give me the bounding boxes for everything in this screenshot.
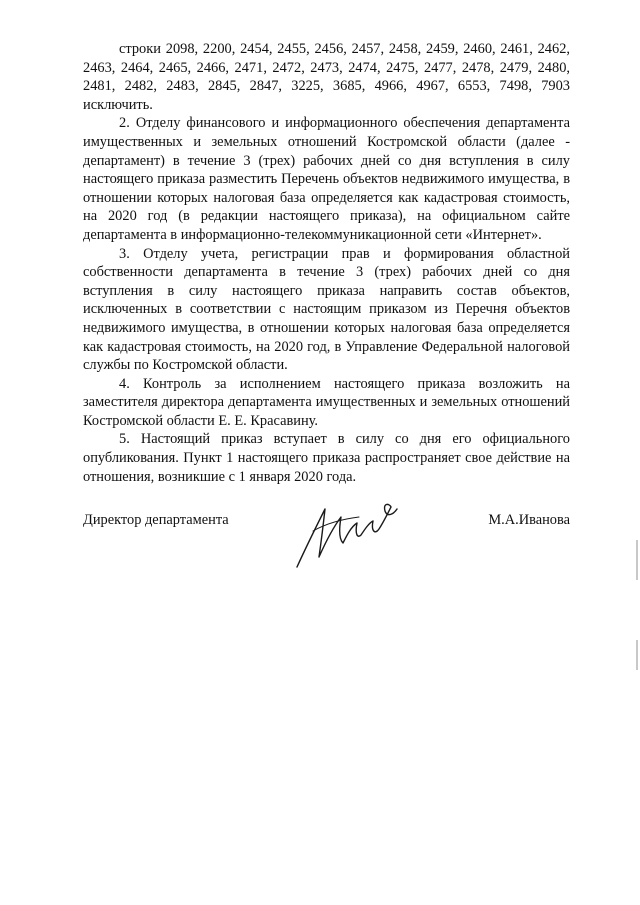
signer-name: М.А.Иванова [488, 512, 570, 528]
signer-title: Директор департамента [83, 512, 229, 528]
signature-block [83, 505, 570, 585]
scan-edge-mark [636, 640, 638, 670]
paragraph-item-5: 5. Настоящий приказ вступает в силу со дня его официального опубликования. Пункт 1 настоящего приказа распространяет свое действие на отношения, возникшие с 1 января 2020 года. [83, 431, 570, 485]
paragraph-item-3: 3. Отделу учета, регистрации прав и формирования областной собственности департамента в течение 3 (трех) рабочих дней со дня вступления в силу настоящего приказа направить состав объектов, исключенных в соответствии с настоящим приказом из Перечня объектов недвижимого имущества, в отношении которых налоговая база определяется как кадастровая стоимость, на 2020 год, в Управление Федеральной налоговой службы по Костромской области. [83, 245, 570, 374]
document-body [83, 40, 570, 486]
paragraph-item-2: 2. Отделу финансового и информационного обеспечения департамента имущественных и земельных отношений Костромской области (далее - департамент) в течение 3 (трех) рабочих дней со дня вступления в силу настоящего приказа разместить Перечень объектов недвижимого имущества, в отношении которых налоговая база определяется как кадастровая стоимость, на 2020 год (в редакции настоящего приказа), на официальном сайте департамента в информационно-телекоммуникационной сети «Интернет». [83, 115, 570, 243]
scan-edge-mark [636, 540, 638, 580]
paragraph-exclusion-list: строки 2098, 2200, 2454, 2455, 2456, 2457, 2458, 2459, 2460, 2461, 2462, 2463, 2464, 2465, 2466, 2471, 2472, 2473, 2474, 2475, 2477, 2478, 2479, 2480, 2481, 2482, 2483, 2845, 2847, 3225, 3685, 4966, 4967, 6553, 7498, 7903 исключить. [83, 41, 570, 113]
paragraph-item-4: 4. Контроль за исполнением настоящего приказа возложить на заместителя директора департамента имущественных и земельных отношений Костромской области Е. Е. Красавину. [83, 375, 570, 429]
handwritten-signature [283, 493, 403, 573]
